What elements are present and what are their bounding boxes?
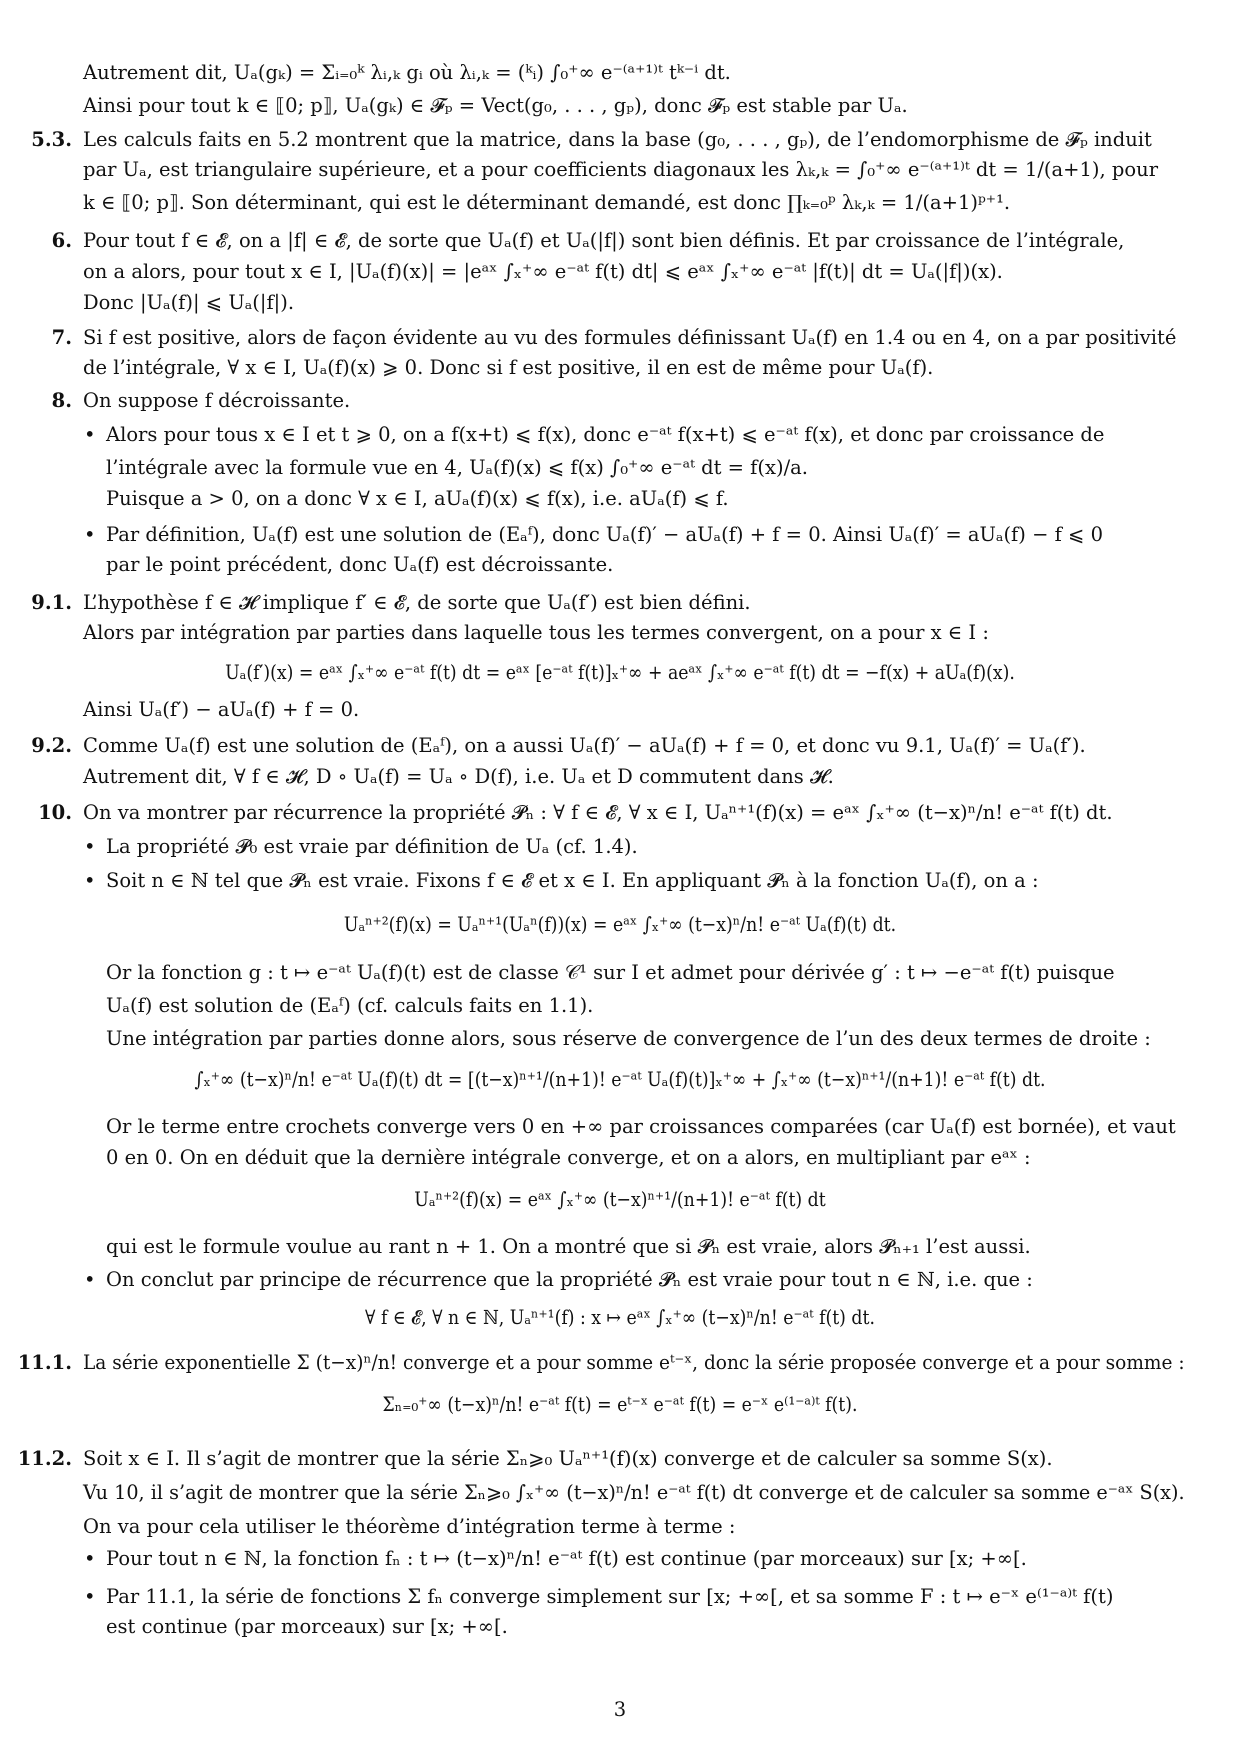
text-line: Comme Uₐ(f) est une solution de (Eₐᶠ), on a aussi Uₐ(f)′ − aUₐ(f) + f = 0, et donc vu 9.1, Uₐ(f)′ = Uₐ(f′).	[83, 734, 1086, 757]
text-line: Vu 10, il s’agit de montrer que la série Σₙ⩾₀ ∫ₓ⁺∞ (t−x)ⁿ/n! e⁻ᵃᵗ f(t) dt converge et de calculer sa somme e⁻ᵃˣ S(x).	[83, 1481, 1185, 1504]
text-line: Pour tout n ∈ ℕ, la fonction fₙ : t ↦ (t−x)ⁿ/n! e⁻ᵃᵗ f(t) est continue (par morceaux) sur [x; +∞[.	[106, 1547, 1027, 1570]
text-line: par le point précédent, donc Uₐ(f) est décroissante.	[106, 553, 614, 576]
bullet: •	[84, 1585, 96, 1608]
bullet: •	[84, 1547, 96, 1570]
text-line: On va pour cela utiliser le théorème d’intégration terme à terme :	[83, 1515, 736, 1538]
text-line: k ∈ ⟦0; p⟧. Son déterminant, qui est le déterminant demandé, est donc ∏ₖ₌₀ᵖ λₖ,ₖ = 1/(a+1)ᵖ⁺¹.	[83, 191, 1011, 214]
section-number: 11.1.	[17, 1351, 72, 1374]
section-number: 11.2.	[17, 1447, 72, 1470]
text-line: Alors pour tous x ∈ I et t ⩾ 0, on a f(x+t) ⩽ f(x), donc e⁻ᵃᵗ f(x+t) ⩽ e⁻ᵃᵗ f(x), et donc par croissance de	[106, 423, 1105, 446]
text-line: On conclut par principe de récurrence que la propriété 𝓟ₙ est vraie pour tout n ∈ ℕ, i.e. que :	[106, 1268, 1033, 1291]
text-line: Donc |Uₐ(f)| ⩽ Uₐ(|f|).	[83, 291, 295, 314]
text-line: Soit n ∈ ℕ tel que 𝓟ₙ est vraie. Fixons f ∈ 𝓔 et x ∈ I. En appliquant 𝓟ₙ à la fonction Uₐ(f), on a :	[106, 869, 1039, 892]
text-line: Les calculs faits en 5.2 montrent que la matrice, dans la base (g₀, . . . , gₚ), de l’endomorphisme de 𝓕ₚ induit	[83, 128, 1152, 151]
display-equation: Uₐⁿ⁺²(f)(x) = Uₐⁿ⁺¹(Uₐⁿ(f))(x) = eᵃˣ ∫ₓ⁺∞ (t−x)ⁿ/n! e⁻ᵃᵗ Uₐ(f)(t) dt.	[343, 913, 897, 936]
bullet: •	[84, 1268, 96, 1291]
section-number: 9.1.	[31, 591, 72, 614]
section-number: 6.	[51, 229, 72, 252]
text-line: Une intégration par parties donne alors, sous réserve de convergence de l’un des deux termes de droite :	[106, 1027, 1151, 1050]
text-line: Par définition, Uₐ(f) est une solution de (Eₐᶠ), donc Uₐ(f)′ − aUₐ(f) + f = 0. Ainsi Uₐ(f)′ = aUₐ(f) − f ⩽ 0	[106, 523, 1103, 546]
display-equation: ∀ f ∈ 𝓔, ∀ n ∈ ℕ, Uₐⁿ⁺¹(f) : x ↦ eᵃˣ ∫ₓ⁺∞ (t−x)ⁿ/n! e⁻ᵃᵗ f(t) dt.	[365, 1306, 875, 1329]
section-number: 8.	[51, 389, 72, 412]
text-line: par Uₐ, est triangulaire supérieure, et a pour coefficients diagonaux les λₖ,ₖ = ∫₀⁺∞ e⁻⁽ᵃ⁺¹⁾ᵗ dt = 1/(a+1), pour	[83, 158, 1159, 181]
text-line: La propriété 𝓟₀ est vraie par définition de Uₐ (cf. 1.4).	[106, 835, 638, 858]
text-line: Soit x ∈ I. Il s’agit de montrer que la série Σₙ⩾₀ Uₐⁿ⁺¹(f)(x) converge et de calculer sa somme S(x).	[83, 1447, 1053, 1470]
text-line: Ainsi Uₐ(f′) − aUₐ(f) + f = 0.	[83, 698, 360, 721]
text-line: Pour tout f ∈ 𝓔, on a |f| ∈ 𝓔, de sorte que Uₐ(f) et Uₐ(|f|) sont bien définis. Et par croissance de l’intégrale,	[83, 229, 1125, 252]
bullet: •	[84, 423, 96, 446]
text-line: La série exponentielle Σ (t−x)ⁿ/n! converge et a pour somme eᵗ⁻ˣ, donc la série proposée converge et a pour somme :	[83, 1351, 1185, 1374]
bullet: •	[84, 869, 96, 892]
text-line: Par 11.1, la série de fonctions Σ fₙ converge simplement sur [x; +∞[, et sa somme F : t ↦ e⁻ˣ e⁽¹⁻ᵃ⁾ᵗ f(t)	[106, 1585, 1114, 1608]
text-line: Or la fonction g : t ↦ e⁻ᵃᵗ Uₐ(f)(t) est de classe 𝒞¹ sur I et admet pour dérivée g′ : t ↦ −e⁻ᵃᵗ f(t) puisque	[106, 961, 1115, 984]
bullet: •	[84, 523, 96, 546]
page-number: 3	[613, 1698, 627, 1721]
text-line: On suppose f décroissante.	[83, 389, 351, 412]
display-equation: Σₙ₌₀⁺∞ (t−x)ⁿ/n! e⁻ᵃᵗ f(t) = eᵗ⁻ˣ e⁻ᵃᵗ f(t) = e⁻ˣ e⁽¹⁻ᵃ⁾ᵗ f(t).	[382, 1393, 858, 1416]
bullet: •	[84, 835, 96, 858]
text-line: est continue (par morceaux) sur [x; +∞[.	[106, 1615, 508, 1638]
display-equation: ∫ₓ⁺∞ (t−x)ⁿ/n! e⁻ᵃᵗ Uₐ(f)(t) dt = [(t−x)ⁿ⁺¹/(n+1)! e⁻ᵃᵗ Uₐ(f)(t)]ₓ⁺∞ + ∫ₓ⁺∞ (t−x)ⁿ⁺¹/(n+1)! e⁻ᵃᵗ f(t) dt.	[194, 1068, 1046, 1091]
display-equation: Uₐⁿ⁺²(f)(x) = eᵃˣ ∫ₓ⁺∞ (t−x)ⁿ⁺¹/(n+1)! e⁻ᵃᵗ f(t) dt	[414, 1188, 826, 1211]
text-line: Ainsi pour tout k ∈ ⟦0; p⟧, Uₐ(gₖ) ∈ 𝓕ₚ = Vect(g₀, . . . , gₚ), donc 𝓕ₚ est stable par Uₐ.	[83, 94, 908, 117]
section-number: 10.	[38, 801, 72, 824]
text-line: Si f est positive, alors de façon évidente au vu des formules définissant Uₐ(f) en 1.4 ou en 4, on a par positivité	[83, 326, 1177, 349]
text-line: L’hypothèse f ∈ 𝓗 implique f′ ∈ 𝓔, de sorte que Uₐ(f′) est bien défini.	[83, 591, 751, 614]
section-number: 9.2.	[31, 734, 72, 757]
text-line: qui est le formule voulue au rant n + 1. On a montré que si 𝓟ₙ est vraie, alors 𝓟ₙ₊₁ l’est aussi.	[106, 1235, 1031, 1258]
text-line: Autrement dit, ∀ f ∈ 𝓗, D ∘ Uₐ(f) = Uₐ ∘ D(f), i.e. Uₐ et D commutent dans 𝓗.	[83, 765, 834, 788]
text-line: 0 en 0. On en déduit que la dernière intégrale converge, et on a alors, en multipliant par eᵃˣ :	[106, 1146, 1031, 1169]
text-line: l’intégrale avec la formule vue en 4, Uₐ(f)(x) ⩽ f(x) ∫₀⁺∞ e⁻ᵃᵗ dt = f(x)/a.	[106, 456, 809, 479]
section-number: 7.	[51, 326, 72, 349]
text-line: Uₐ(f) est solution de (Eₐᶠ) (cf. calculs faits en 1.1).	[106, 994, 594, 1017]
section-number: 5.3.	[31, 128, 72, 151]
display-equation: Uₐ(f′)(x) = eᵃˣ ∫ₓ⁺∞ e⁻ᵃᵗ f(t) dt = eᵃˣ [e⁻ᵃᵗ f(t)]ₓ⁺∞ + aeᵃˣ ∫ₓ⁺∞ e⁻ᵃᵗ f(t) dt = −f(x) + aUₐ(f)(x).	[225, 661, 1015, 684]
text-line: Alors par intégration par parties dans laquelle tous les termes convergent, on a pour x ∈ I :	[83, 621, 989, 644]
text-line: Autrement dit, Uₐ(gₖ) = Σᵢ₌₀ᵏ λᵢ,ₖ gᵢ où λᵢ,ₖ = (ᵏᵢ) ∫₀⁺∞ e⁻⁽ᵃ⁺¹⁾ᵗ tᵏ⁻ⁱ dt.	[83, 61, 731, 84]
text-line: on a alors, pour tout x ∈ I, |Uₐ(f)(x)| = |eᵃˣ ∫ₓ⁺∞ e⁻ᵃᵗ f(t) dt| ⩽ eᵃˣ ∫ₓ⁺∞ e⁻ᵃᵗ |f(t)| dt = Uₐ(|f|)(x).	[83, 260, 1003, 283]
text-line: On va montrer par récurrence la propriété 𝓟ₙ : ∀ f ∈ 𝓔, ∀ x ∈ I, Uₐⁿ⁺¹(f)(x) = eᵃˣ ∫ₓ⁺∞ (t−x)ⁿ/n! e⁻ᵃᵗ f(t) dt.	[83, 801, 1113, 824]
text-line: de l’intégrale, ∀ x ∈ I, Uₐ(f)(x) ⩾ 0. Donc si f est positive, il en est de même pour Uₐ(f).	[83, 356, 934, 379]
text-line: Puisque a > 0, on a donc ∀ x ∈ I, aUₐ(f)(x) ⩽ f(x), i.e. aUₐ(f) ⩽ f.	[106, 487, 729, 510]
text-line: Or le terme entre crochets converge vers 0 en +∞ par croissances comparées (car Uₐ(f) est bornée), et vaut	[106, 1115, 1176, 1138]
